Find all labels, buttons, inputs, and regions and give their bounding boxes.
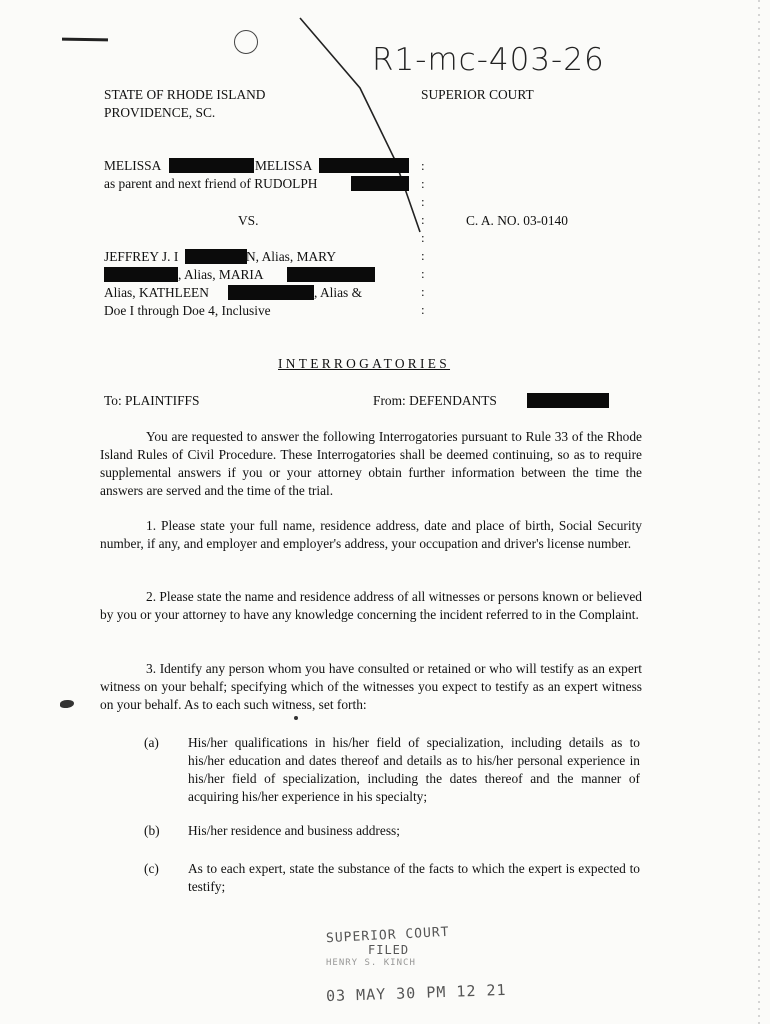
interrogatory-1: 1. Please state your full name, residence address, date and place of birth, Social Security number, if any, and employer and employer's address, your occupation and driver's license number. <box>100 518 642 551</box>
sub-item-c-label: (c) <box>144 861 159 876</box>
case-number: C. A. NO. 03-0140 <box>466 213 568 228</box>
from-line: From: DEFENDANTS <box>373 393 497 408</box>
defendant-line1-a: JEFFREY J. I <box>104 249 179 264</box>
defendant-line2: , Alias, MARIA <box>178 267 264 282</box>
county-line: PROVIDENCE, SC. <box>104 105 216 120</box>
plaintiff-name-a: MELISSA <box>104 158 162 173</box>
interrogatory-2: 2. Please state the name and residence address of all witnesses or persons known or believed by you or your attorney to have any knowledge concerning the incident referred to in the Complaint. <box>100 589 642 622</box>
plaintiff-line2: as parent and next friend of RUDOLPH <box>104 176 318 191</box>
sub-item-b-label: (b) <box>144 823 160 838</box>
redaction-bar <box>287 267 375 282</box>
redaction-bar <box>319 158 409 173</box>
interrogatory-3: 3. Identify any person whom you have consulted or retained or who will testify as an expert witness on your behalf; specifying which of the witnesses you expect to testify as an expert witness on your behalf. As to each such witness, set forth: <box>100 661 642 712</box>
redaction-bar <box>169 158 254 173</box>
sub-item-a-label: (a) <box>144 735 159 750</box>
sub-item-a-text: His/her qualifications in his/her field of specialization, including details as to his/her education and dates thereof and details as to his/her personal experience in his/her field of specialization, including the dates thereof and the manner of acquiring his/her experience in his specialty; <box>188 735 640 804</box>
to-line: To: PLAINTIFFS <box>104 393 200 408</box>
defendant-line1-b: N, Alias, MARY <box>246 249 337 264</box>
redaction-bar <box>228 285 314 300</box>
state-line: STATE OF RHODE ISLAND <box>104 87 266 102</box>
redaction-bar <box>351 176 409 191</box>
redaction-bar <box>185 249 247 264</box>
pen-diagonal-line <box>0 0 770 260</box>
scan-speck <box>294 716 298 720</box>
redaction-bar <box>527 393 609 408</box>
plaintiff-name-b: MELISSA <box>255 158 313 173</box>
defendant-line3-a: Alias, KATHLEEN <box>104 285 209 300</box>
intro-paragraph: You are requested to answer the following Interrogatories pursuant to Rule 33 of the Rhode Island Rules of Civil Procedure. These Interrogatories shall be deemed continuing, so as to require supplemental answers if you or your attorney obtain further information between the time the answers are served and the time of the trial. <box>100 429 642 498</box>
scan-speck <box>60 700 74 708</box>
court-name: SUPERIOR COURT <box>421 87 534 102</box>
sub-item-b-text: His/her residence and business address; <box>188 823 400 838</box>
versus: VS. <box>238 213 259 228</box>
document-title: INTERROGATORIES <box>278 356 451 371</box>
redaction-bar <box>104 267 178 282</box>
defendant-line3-b: , Alias & <box>314 285 362 300</box>
sub-item-c-text: As to each expert, state the substance of the facts to which the expert is expected to testify; <box>188 861 640 894</box>
handwritten-case-number: R1-mc-403-26 <box>372 42 605 78</box>
defendant-line4: Doe I through Doe 4, Inclusive <box>104 303 271 318</box>
